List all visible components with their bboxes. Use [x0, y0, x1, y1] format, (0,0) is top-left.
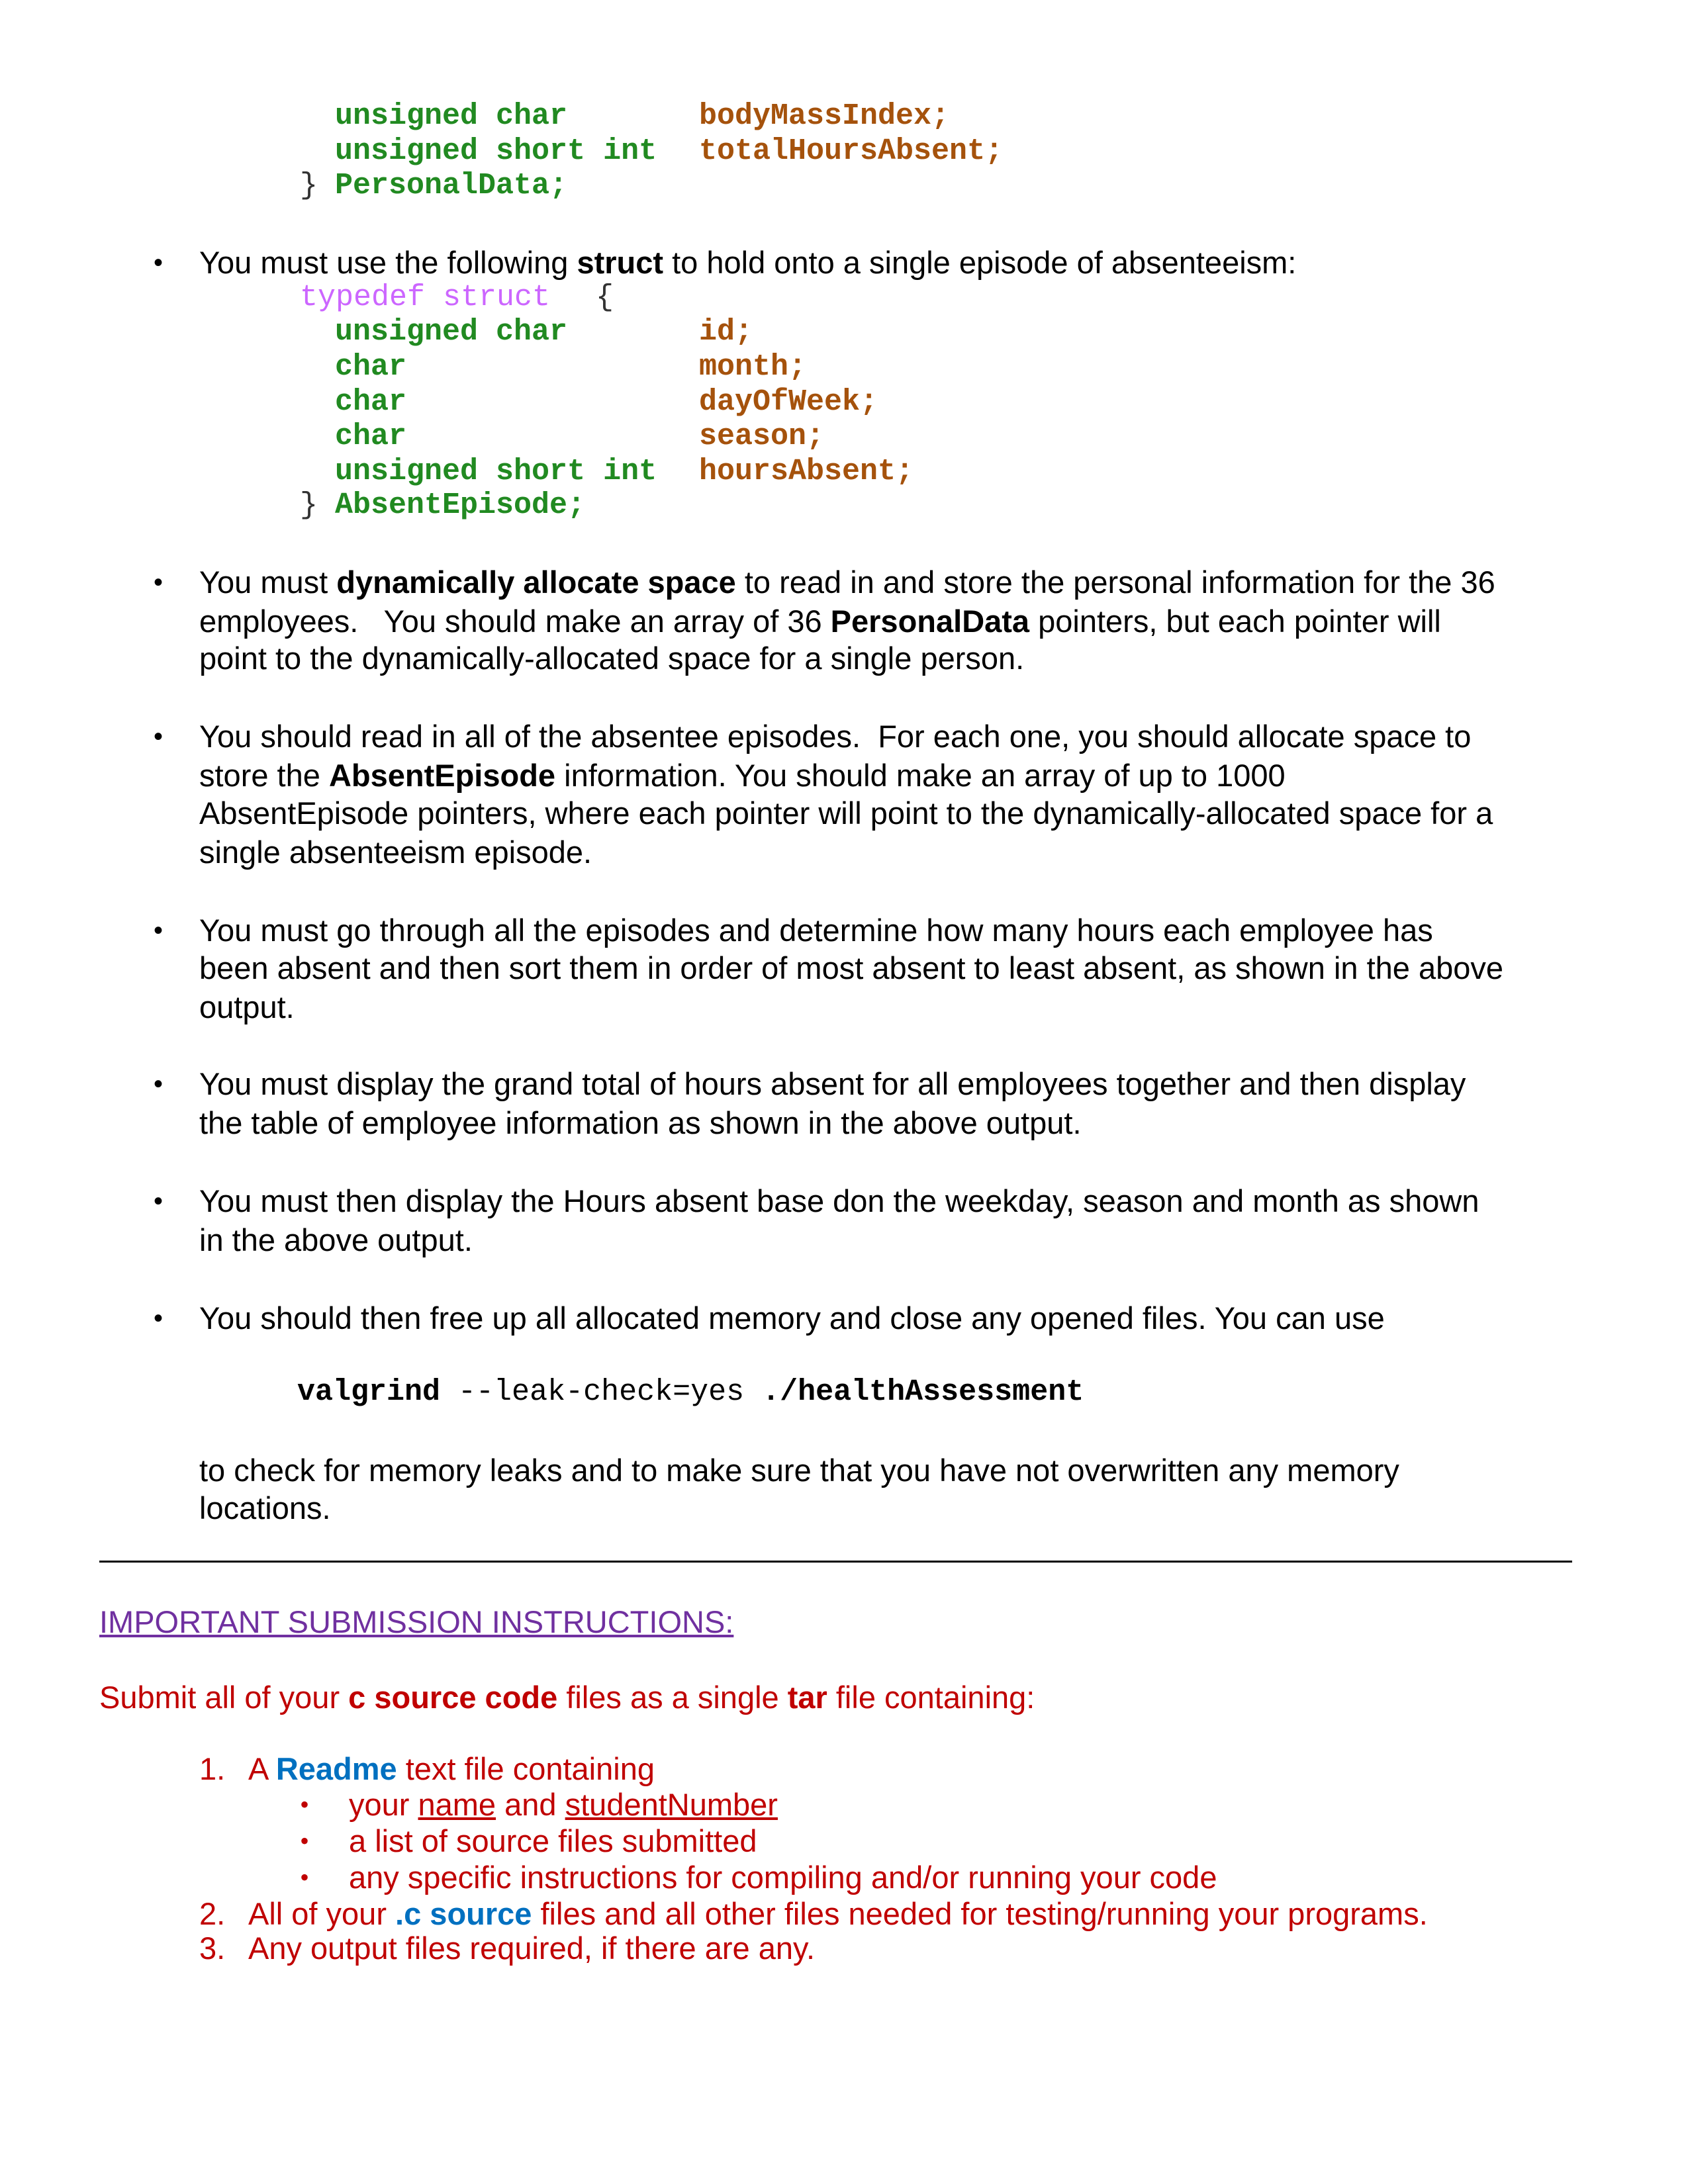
bold-text: struct [577, 245, 664, 280]
bullet-icon: • [154, 568, 164, 597]
text-segment: Any output files required, if there are any. [248, 1931, 816, 1966]
text-segment: You must go through all the episodes and determine how many hours each employee has [199, 913, 1433, 948]
code-brace: } [300, 488, 318, 522]
text-segment: store the [199, 758, 329, 793]
bold-text: tar [787, 1680, 827, 1715]
bullet-text [199, 911, 1433, 950]
valgrind-command [297, 1373, 1084, 1412]
bullet-text [199, 1451, 1399, 1490]
code-type: char [335, 350, 407, 384]
text-segment: and [496, 1787, 565, 1822]
bullet-icon: • [300, 1826, 310, 1856]
submission-heading: IMPORTANT SUBMISSION INSTRUCTIONS: [99, 1604, 734, 1639]
list-number: 1. [199, 1751, 226, 1786]
code-typedef: typedef struct [300, 281, 551, 314]
text-segment: point to the dynamically-allocated space for a single person. [199, 641, 1025, 676]
list-item [248, 1750, 655, 1788]
bold-text: dynamically allocate space [336, 565, 736, 600]
list-item [248, 1895, 1428, 1933]
text-segment: to check for memory leaks and to make sure that you have not overwritten any memory [199, 1453, 1399, 1488]
text-segment: in the above output. [199, 1222, 473, 1257]
bullet-icon: • [154, 1304, 164, 1333]
list-number: 2. [199, 1896, 226, 1931]
text-segment: You should then free up all allocated memory and close any opened files. You can use [199, 1300, 1385, 1336]
struct-name: AbsentEpisode; [335, 488, 586, 522]
sub-list-item [349, 1786, 778, 1824]
bold-text: AbsentEpisode [328, 758, 556, 793]
list-number: 3. [199, 1931, 226, 1966]
bullet-text [199, 1182, 1479, 1220]
text-segment: output. [199, 989, 295, 1024]
code-field: bodyMassIndex; [699, 99, 950, 133]
code-field: dayOfWeek; [699, 385, 878, 419]
text-segment: All of your [248, 1896, 396, 1931]
bullet-text [199, 1221, 473, 1259]
code-field: id; [699, 315, 753, 349]
bullet-text [199, 833, 592, 872]
text-segment: single absenteeism episode. [199, 835, 592, 870]
sub-list-item [349, 1858, 1217, 1897]
submission-intro [99, 1678, 1035, 1717]
bullet-text [199, 949, 1503, 987]
code-type: unsigned char [335, 99, 568, 133]
horizontal-divider [99, 1561, 1572, 1563]
text-segment: files as a single [557, 1680, 788, 1715]
text-segment: AbsentEpisode pointers, where each pointer will point to the dynamically-allocated space for a [199, 796, 1493, 831]
code-type: char [335, 420, 407, 453]
bullet-text [199, 756, 1286, 795]
text-segment: information. You should make an array of up to 1000 [555, 758, 1286, 793]
bullet-text [199, 639, 1024, 678]
code-type: char [335, 385, 407, 419]
text-segment: text file containing [397, 1751, 655, 1786]
code-field: hoursAbsent; [699, 455, 914, 488]
code-brace: } [300, 169, 318, 203]
bullet-text [199, 563, 1495, 602]
bullet-icon: • [154, 248, 164, 277]
text-segment: --leak-check=yes [458, 1375, 763, 1409]
underlined-text: name [418, 1787, 496, 1822]
highlight-text: Readme [275, 1751, 397, 1786]
text-segment: your [349, 1787, 418, 1822]
code-type: unsigned short int [335, 455, 657, 488]
bullet-text [199, 1299, 1385, 1338]
bullet-text [199, 602, 1441, 641]
text-segment: to hold onto a single episode of absenteeism: [663, 245, 1297, 280]
text-segment: been absent and then sort them in order of most absent to least absent, as shown in the above [199, 950, 1504, 985]
code-field: season; [699, 420, 825, 453]
text-segment: file containing: [827, 1680, 1035, 1715]
bullet-icon: • [154, 1069, 164, 1099]
highlight-text: .c source [395, 1896, 532, 1931]
bullet-icon: • [300, 1862, 310, 1892]
bullet-text [199, 717, 1471, 756]
bold-text: ./healthAssessment [762, 1375, 1084, 1409]
text-segment: You should read in all of the absentee episodes. For each one, you should allocate space to [199, 719, 1472, 754]
code-type: unsigned short int [335, 134, 657, 168]
bold-text: PersonalData [830, 604, 1030, 639]
text-segment: a list of source files submitted [349, 1823, 757, 1858]
sub-list-item [349, 1822, 757, 1860]
bullet-icon: • [154, 1187, 164, 1216]
bullet-text [199, 244, 1296, 282]
text-segment: files and all other files needed for testing/running your programs. [532, 1896, 1428, 1931]
text-segment: pointers, but each pointer will [1029, 604, 1441, 639]
bullet-icon: • [154, 916, 164, 945]
text-segment: You must [199, 565, 337, 600]
bullet-text [199, 988, 295, 1026]
text-segment: locations. [199, 1490, 331, 1525]
text-segment: to read in and store the personal information for the 36 [735, 565, 1495, 600]
text-segment: employees. You should make an array of 36 [199, 604, 831, 639]
code-type: unsigned char [335, 315, 568, 349]
bullet-text [199, 1065, 1466, 1103]
text-segment: A [248, 1751, 276, 1786]
bold-text: valgrind [297, 1375, 459, 1409]
text-segment: You must use the following [199, 245, 577, 280]
code-field: month; [699, 350, 807, 384]
bullet-text [199, 1104, 1082, 1142]
bullet-icon: • [154, 722, 164, 751]
bold-text: c source code [348, 1680, 558, 1715]
bullet-text [199, 1489, 331, 1527]
code-brace: { [596, 281, 614, 314]
text-segment: Submit all of your [99, 1680, 349, 1715]
text-segment: You must display the grand total of hours absent for all employees together and then display [199, 1066, 1466, 1101]
text-segment: You must then display the Hours absent base don the weekday, season and month as shown [199, 1183, 1479, 1218]
underlined-text: studentNumber [565, 1787, 778, 1822]
text-segment: the table of employee information as shown in the above output. [199, 1105, 1082, 1140]
bullet-icon: • [300, 1790, 310, 1819]
bullet-text [199, 794, 1493, 833]
struct-name: PersonalData; [335, 169, 568, 203]
text-segment: any specific instructions for compiling and/or running your code [349, 1860, 1217, 1895]
code-field: totalHoursAbsent; [699, 134, 1004, 168]
list-item [248, 1929, 815, 1968]
